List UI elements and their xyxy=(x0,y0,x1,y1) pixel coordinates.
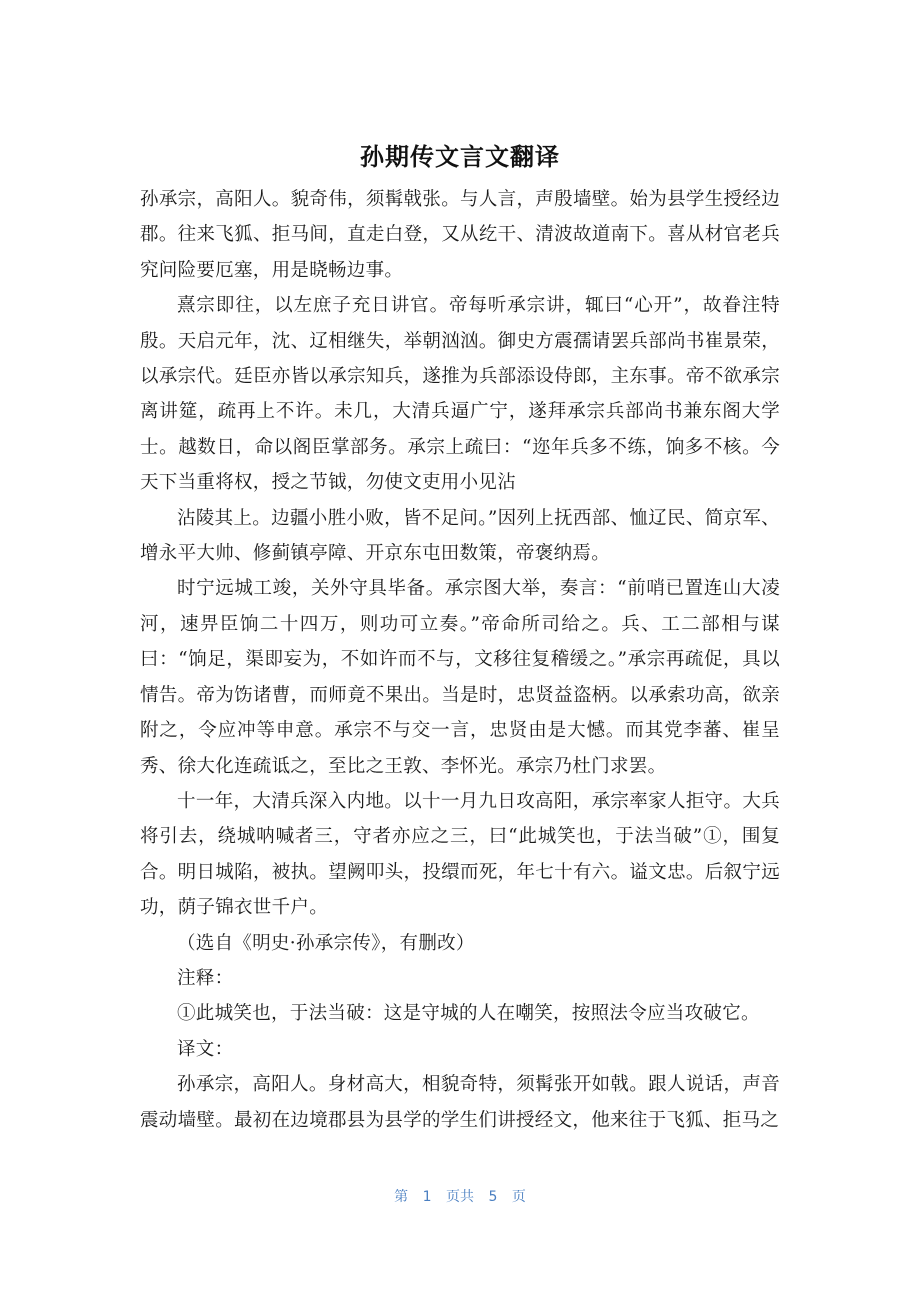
paragraph: 孙承宗，高阳人。身材高大，相貌奇特，须髯张开如戟。跟人说话，声音震动墙壁。最初在边境郡县为县学的学生们讲授经文，他来往于飞狐、拒马之 xyxy=(140,1074,780,1131)
page-number: 1 xyxy=(422,1189,432,1205)
page-label-prefix: 第 xyxy=(394,1189,409,1205)
source-citation: （选自《明史·孙承宗传》，有删改） xyxy=(177,932,475,954)
paragraph: 孙承宗，高阳人。貌奇伟，须髯戟张。与人言，声殷墙壁。始为县学生授经边郡。往来飞狐、拒马间，直走白登，又从纥干、清波故道南下。喜从材官老兵究问险要厄塞，用是晓畅边事。 xyxy=(140,189,780,281)
notes-heading: 注释： xyxy=(177,967,234,989)
page-footer xyxy=(0,1186,920,1208)
paragraph: 时宁远城工竣，关外守具毕备。承宗图大举，奏言：“前哨已置连山大凌河，速畀臣饷二十四万，则功可立奏。”帝命所司给之。兵、工二部相与谋曰：“饷足，渠即妄为，不如许而不与，文移往复稽缓之。”承宗再疏促，具以情告。帝为饬诸曹，而师竟不果出。当是时，忠贤益盗柄。以承索功高，欲亲附之，令应冲等申意。承宗不与交一言，忠贤由是大憾。而其党李蕃、崔呈秀、徐大化连疏诋之，至比之王敦、李怀光。承宗乃杜门求罢。 xyxy=(140,578,780,777)
document-title: 孙期传文言文翻译 xyxy=(360,143,560,171)
page-label-mid: 页共 xyxy=(446,1189,474,1205)
page-label-suffix: 页 xyxy=(511,1189,526,1205)
paragraph: 沾陵其上。边疆小胜小败，皆不足问。”因列上抚西部、恤辽民、简京军、增永平大帅、修蓟镇亭障、开京东屯田数策，帝褒纳焉。 xyxy=(140,507,780,565)
translation-heading: 译文： xyxy=(177,1038,234,1060)
note-item: ①此城笑也，于法当破：这是守城的人在嘲笑，按照法令应当攻破它。 xyxy=(177,1003,760,1025)
total-pages: 5 xyxy=(488,1189,498,1205)
paragraph: 十一年，大清兵深入内地。以十一月九日攻高阳，承宗率家人拒守。大兵将引去，绕城呐喊者三，守者亦应之三，曰“此城笑也，于法当破”①，围复合。明日城陷，被执。望阙叩头，投缳而死，年七十有六。谥文忠。后叙宁远功，荫子锦衣世千户。 xyxy=(140,790,780,919)
paragraph: 熹宗即往，以左庶子充日讲官。帝每听承宗讲，辄曰“心开”，故眷注特殷。天启元年，沈、辽相继失，举朝汹汹。御史方震孺请罢兵部尚书崔景荣，以承宗代。廷臣亦皆以承宗知兵，遂推为兵部添设侍郎，主东事。帝不欲承宗离讲筵，疏再上不许。未几，大清兵逼广宁，遂拜承宗兵部尚书兼东阁大学士。越数日，命以阁臣掌部务。承宗上疏曰：“迩年兵多不练，饷多不核。今天下当重将权，授之节钺，勿使文吏用小见沾 xyxy=(140,295,780,494)
document-body xyxy=(140,182,780,1138)
